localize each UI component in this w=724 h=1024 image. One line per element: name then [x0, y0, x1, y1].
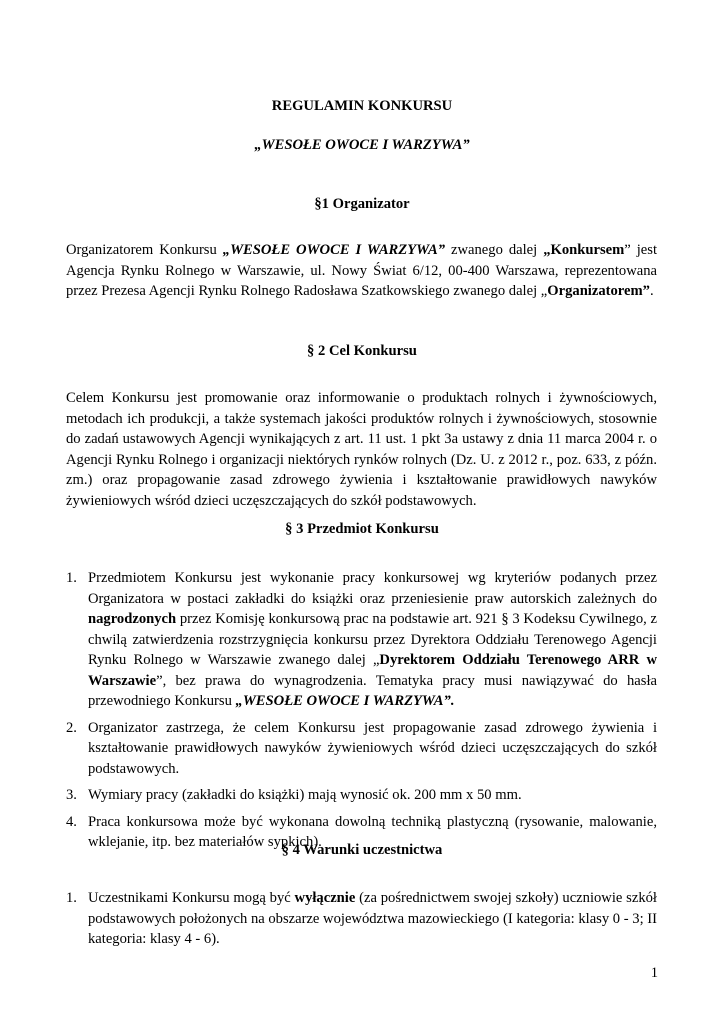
s3-text: Praca konkursowa może być wykonana dowolną techniką plastyczną (rysowanie, malowanie, wklejanie, itp. bez materiałów sypkich). [88, 813, 657, 850]
s4-text: (za pośrednictwem swojej szkoły) uczniowie szkół podstawowych położonych na obszarze województwa mazowieckiego (I kategoria: klasy 0 - 3; II kategoria: klasy 4 - 6). [88, 890, 657, 947]
list-item [66, 888, 657, 950]
list-number: 3. [66, 787, 77, 803]
s1-text: . [649, 283, 654, 299]
s4-bold-term: wyłącznie [294, 890, 356, 906]
section-3-heading: § 3 Przedmiot Konkursu [285, 521, 439, 537]
s3-bold-term: Dyrektorem Oddziału Terenowego ARR w Warszawie [88, 652, 657, 689]
s3-text: przez Komisję konkursową prac na podstawie art. 921 § 3 Kodeksu Cywilnego, z chwilą zatwierdzenia rozstrzygnięcia konkursu przez Dyrektora Oddziału Terenowego Agencji Rynku Rolnego w Warszawie zwanego dalej „ [88, 611, 657, 668]
section-4-list [66, 888, 657, 956]
section-2-paragraph: Celem Konkursu jest promowanie oraz informowanie o produktach rolnych i żywnościowych, metodach ich produkcji, a także systemach jakości produktów rolnych i żywnościowych, stosownie do zadań ustawowych Agencji wynikających z art. 11 ust. 1 pkt 3a ustawy z dnia 11 marca 2004 r. o Agencji Rynku Rolnego i organizacji niektórych rynków rolnych (Dz. U. z 2012 r., poz. 633, z późn. zm.) oraz propagowanie zasad zdrowego żywienia i kształtowanie prawidłowych nawyków żywieniowych wśród dzieci uczęszczających do szkół podstawowych. [66, 390, 657, 509]
section-3-list [66, 568, 657, 859]
page-number: 1 [650, 965, 658, 981]
section-1-heading: §1 Organizator [314, 196, 410, 212]
document-title: REGULAMIN KONKURSU [271, 98, 453, 114]
s1-text: Organizatorem Konkursu [66, 242, 223, 258]
list-number: 4. [66, 813, 77, 830]
list-number: 1. [66, 890, 77, 906]
s3-text: Wymiary pracy (zakładki do książki) mają wynosić ok. 200 mm x 50 mm. [88, 787, 522, 803]
s3-text: ”, bez prawa do wynagrodzenia. Tematyka pracy musi nawiązywać do hasła przewodniego Konkursu [88, 672, 657, 709]
s1-text: ” jest Agencja Rynku Rolnego w Warszawie, ul. Nowy Świat 6/12, 00-400 Warszawa, reprezentowana przez Prezesa Agencji Rynku Rolnego Radosława Szatkowskiego zwanego dalej „ [66, 242, 657, 299]
list-number: 2. [66, 719, 77, 736]
list-number: 1. [66, 570, 77, 586]
section-4-heading: § 4 Warunki uczestnictwa [281, 842, 443, 858]
s1-organizator-term: Organizatorem” [547, 283, 650, 299]
s1-contest-name: „WESOŁE OWOCE I WARZYWA” [222, 242, 446, 258]
s3-text: Organizator zastrzega, że celem Konkursu jest propagowanie zasad zdrowego żywienia i kształtowanie prawidłowych nawyków żywieniowych wśród dzieci uczęszczających do szkół podstawowych. [88, 719, 657, 777]
list-item [66, 568, 657, 712]
list-item [66, 718, 657, 780]
s1-konkurs-term: „Konkursem [543, 242, 625, 258]
s3-contest-name: „WESOŁE OWOCE I WARZYWA”. [235, 693, 455, 709]
s1-text: zwanego dalej [445, 242, 544, 258]
s3-text: Przedmiotem Konkursu jest wykonanie pracy konkursowej wg kryteriów podanych przez Organizatora w postaci zakładki do książki oraz przeniesienie praw autorskich zależnych do [88, 570, 657, 607]
list-item [66, 785, 657, 806]
contest-name: „WESOŁE OWOCE I WARZYWA” [254, 137, 470, 153]
s4-text: Uczestnikami Konkursu mogą być [88, 890, 295, 906]
section-2-heading: § 2 Cel Konkursu [307, 343, 417, 359]
s3-bold-term: nagrodzonych [88, 611, 177, 627]
section-1-paragraph [66, 240, 657, 302]
